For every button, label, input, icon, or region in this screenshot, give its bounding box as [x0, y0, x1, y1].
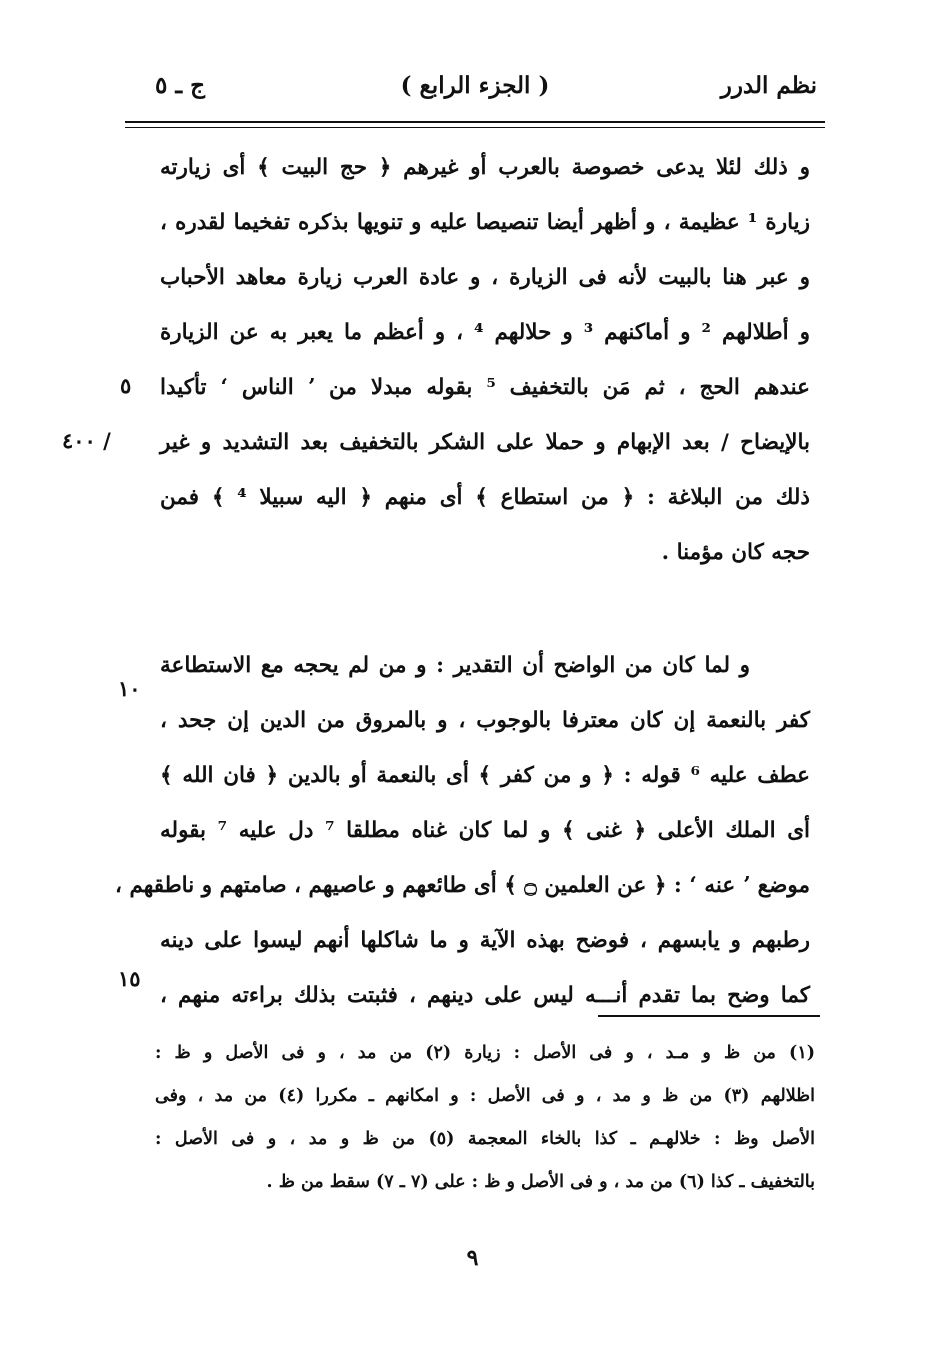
text-line: و ذلك لئلا يدعى خصوصة بالعرب أو غيرهم ﴿ حج البيت ﴾ أى زيارته — [160, 155, 810, 180]
text-line: أى الملك الأعلى ﴿ غنى ﴾ و لما كان غناه مطلقا ⁷ دل عليه ⁷ بقوله — [160, 818, 810, 843]
text-line: ذلك من البلاغة : ﴿ من استطاع ﴾ أى منهم ﴿ اليه سبيلا ⁴ ﴾ فمن — [160, 485, 810, 510]
text-line: زيارة ¹ عظيمة ، و أظهر أيضا تنصيصا عليه و تنويها بذكره تفخيما لقدره ، — [160, 210, 810, 235]
text-line: حجه كان مؤمنا . — [661, 540, 810, 565]
footnotes — [155, 1032, 815, 1204]
text-line: كفر بالنعمة إن كان معترفا بالوجوب ، و بالمروق من الدين إن جحد ، — [160, 708, 810, 733]
part-label: ( الجزء الرابع ) — [400, 72, 550, 99]
header-rule-thin — [125, 127, 825, 128]
footnote-line: الأصل وظ : خلالهـم ـ كذا بالخاء المعجمة (٥) من ظ و مد ، و فى الأصل : — [155, 1129, 816, 1149]
text-line: و لما كان من الواضح أن التقدير : و من لم يحجه مع الاستطاعة — [160, 653, 750, 678]
page-number: ٩ — [466, 1245, 479, 1271]
text-line: عندهم الحج ، ثم مَن بالتخفيف ⁵ بقوله مبدلا من ʼ الناس ʻ تأكيدا — [160, 375, 810, 400]
footnote-line: (١) من ظ و مـد ، و فى الأصل : زيارة (٢) من مد ، و فى الأصل و ظ : — [155, 1043, 815, 1063]
text-line: بالإيضاح / بعد الإبهام و حملا على الشكر بالتخفيف بعد التشديد و غير — [160, 430, 810, 455]
footnote-line: بالتخفيف ـ كذا (٦) من مد ، و فى الأصل و ظ : على (٧ ـ ٧) سقط من ظ . — [266, 1172, 815, 1192]
page-reference-marker: ٤٠٠ / — [62, 428, 111, 453]
book-title: نظم الدرر — [720, 72, 817, 99]
text-line: رطبهم و يابسهم ، فوضح بهذه الآية و ما شاكلها أنهم ليسوا على دينه — [160, 928, 810, 953]
line-number-15: ١٥ — [118, 966, 141, 991]
volume-label: ج ـ ٥ — [155, 72, 205, 99]
running-header — [125, 72, 825, 116]
header-rule-thick — [125, 121, 825, 123]
text-line: موضع ʼ عنه ʻ : ﴿ عن العلمين ۝ ﴾ أى طائعهم و عاصيهم ، صامتهم و ناطقهم ، — [115, 873, 810, 898]
text-line: عطف عليه ⁶ قوله : ﴿ و من كفر ﴾ أى بالنعمة أو بالدين ﴿ فان الله ﴾ — [160, 763, 811, 788]
line-number-5: ٥ — [120, 373, 132, 398]
footnote-line: اظلالهم (٣) من ظ و مد ، و فى الأصل : و امكانهم ـ مكررا (٤) من مد ، وفى — [155, 1086, 815, 1106]
line-number-10: ١٠ — [118, 676, 141, 701]
text-line: و عبر هنا بالبيت لأنه فى الزيارة ، و عادة العرب زيارة معاهد الأحباب — [160, 265, 810, 290]
text-line: كما وضح بما تقدم أنـــه ليس على دينهم ، فثبتت بذلك براءته منهم ، — [160, 983, 810, 1008]
text-line: و أطلالهم ² و أماكنهم ³ و حلالهم ⁴ ، و أعظم ما يعبر به عن الزيارة — [160, 320, 811, 345]
footnote-separator — [598, 1015, 820, 1017]
